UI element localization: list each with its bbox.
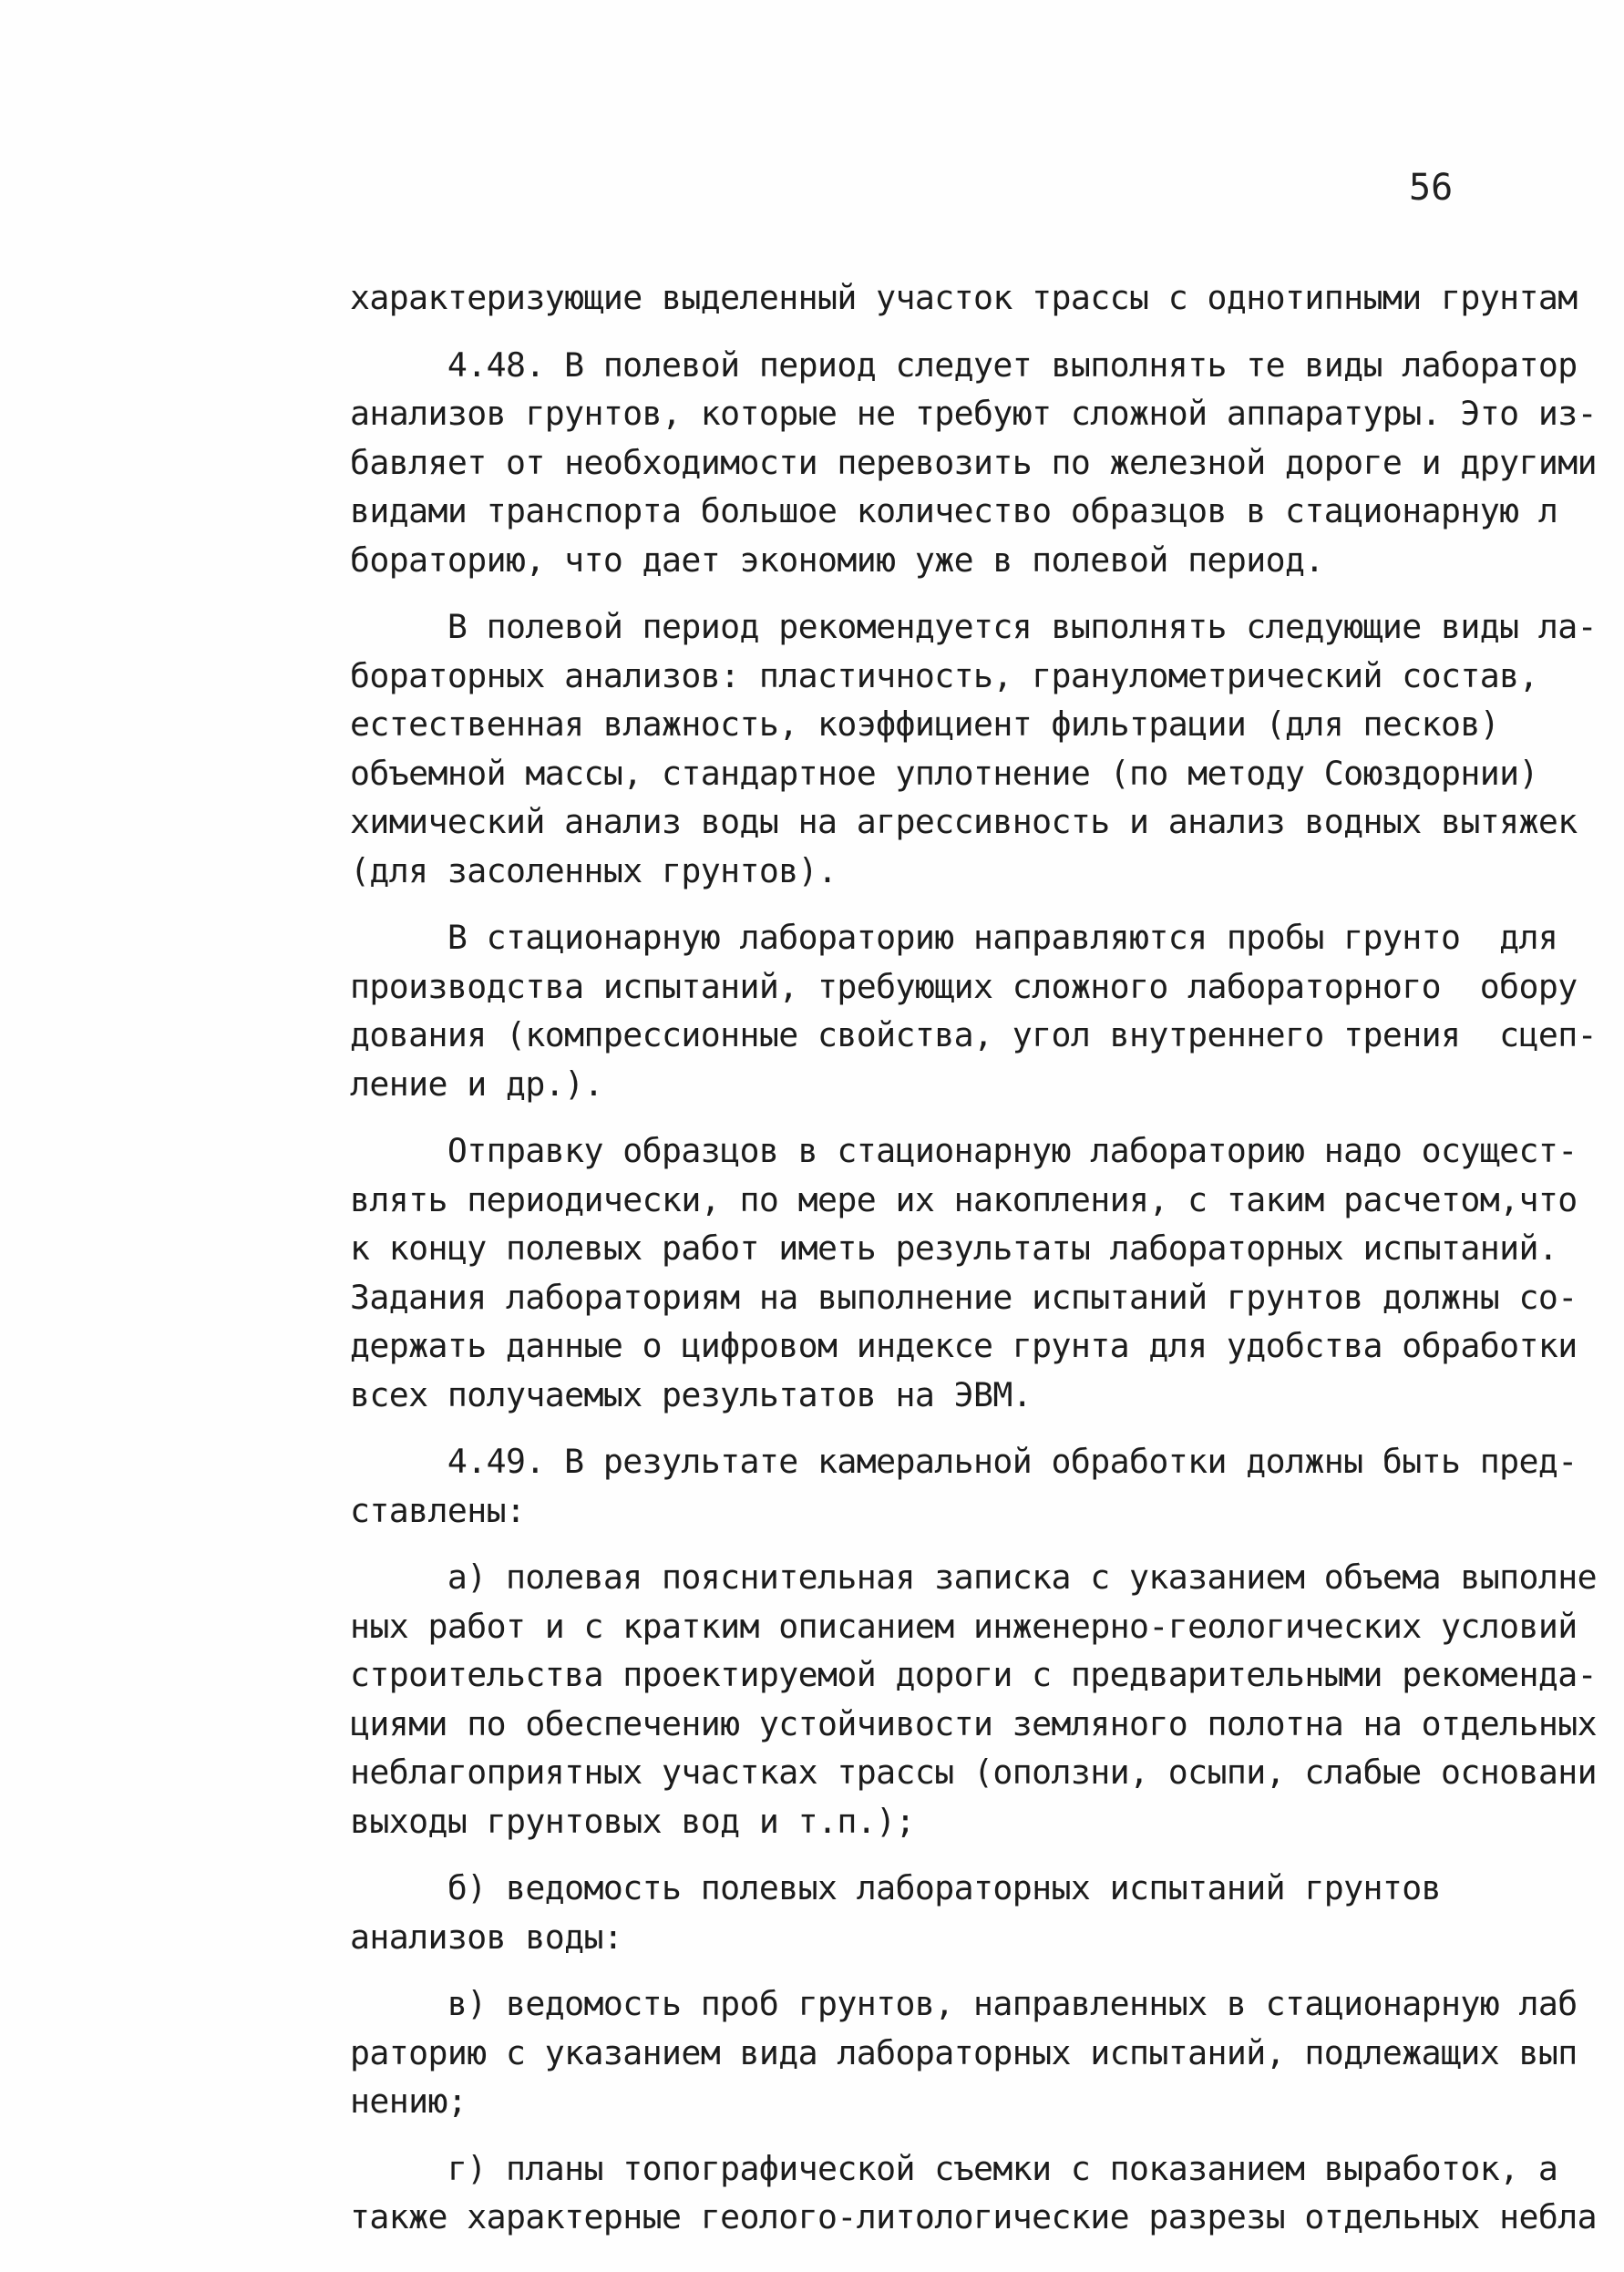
paragraph-gap: [350, 2126, 1598, 2144]
paragraph-gap: [350, 584, 1598, 602]
text-line: Отправку образцов в стационарную лабораторию надо осущест-: [350, 1131, 1578, 1170]
text-line: (для засоленных грунтов).: [350, 850, 838, 890]
paragraph: [350, 273, 1598, 323]
text-line: производства испытаний, требующих сложного лабораторного обору: [350, 966, 1578, 1006]
text-line: держать данные о цифровом индексе грунта для удобства обработки: [350, 1326, 1578, 1365]
text-line: также характерные геолого-литологические разрезы отдельных небла: [350, 2197, 1597, 2236]
text-line: неблагоприятных участках трассы (оползни, осыпи, слабые основани: [350, 1753, 1597, 1792]
text-line: циями по обеспечению устойчивости земляного полотна на отдельных: [350, 1703, 1597, 1743]
text-line: Задания лабораториям на выполнение испытаний грунтов должны со-: [350, 1277, 1578, 1317]
text-line: химический анализ воды на агрессивность и анализ водных вытяжек: [350, 802, 1578, 841]
text-line: бораторию, что дает экономию уже в полевой период.: [350, 540, 1324, 580]
paragraph-gap: [350, 323, 1598, 341]
text-line: анализов грунтов, которые не требуют сложной аппаратуры. Это из-: [350, 394, 1597, 433]
text-line: ставлены:: [350, 1490, 526, 1530]
paragraph-gap: [350, 1845, 1598, 1864]
text-line: строительства проектируемой дороги с предварительными рекоменда-: [350, 1655, 1597, 1694]
paragraph: [350, 1979, 1598, 2126]
text-line: в) ведомость проб грунтов, направленных в стационарную лаб: [350, 1984, 1578, 2023]
text-body: [350, 273, 1598, 2242]
text-line: влять периодически, по мере их накопления, с таким расчетом,что: [350, 1179, 1578, 1219]
text-line: объемной массы, стандартное уплотнение (по методу Союздорнии): [350, 753, 1538, 793]
paragraph: [350, 1864, 1598, 1961]
paragraph: [350, 1437, 1598, 1535]
text-line: а) полевая пояснительная записка с указанием объема выполне: [350, 1558, 1597, 1597]
paragraph: [350, 2144, 1598, 2242]
text-line: всех получаемых результатов на ЭВМ.: [350, 1374, 1033, 1414]
paragraph: [350, 341, 1598, 585]
paragraph-gap: [350, 895, 1598, 913]
text-line: бораторных анализов: пластичность, гранулометрический состав,: [350, 655, 1538, 695]
paragraph-gap: [350, 1535, 1598, 1553]
text-line: 4.48. В полевой период следует выполнять те виды лаборатор: [350, 344, 1578, 385]
text-line: В полевой период рекомендуется выполнять следующие виды ла-: [350, 607, 1597, 646]
page-number: 56: [1409, 167, 1454, 209]
text-line: раторию с указанием вида лабораторных испытаний, подлежащих вып: [350, 2032, 1578, 2072]
text-line: дования (компрессионные свойства, угол внутреннего трения сцеп-: [350, 1015, 1597, 1054]
text-line: бавляет от необходимости перевозить по железной дороге и другими: [350, 442, 1597, 482]
text-line: характеризующие выделенный участок трассы с однотипными грунтам: [350, 278, 1578, 317]
text-line: ных работ и с кратким описанием инженерно-геологических условий: [350, 1606, 1578, 1646]
text-line: б) ведомость полевых лабораторных испытаний грунтов: [350, 1868, 1441, 1907]
paragraph: [350, 602, 1598, 895]
paragraph: [350, 1126, 1598, 1419]
text-line: ление и др.).: [350, 1064, 603, 1104]
paragraph-gap: [350, 1961, 1598, 1979]
text-line: нению;: [350, 2082, 468, 2121]
paragraph: [350, 913, 1598, 1108]
paragraph-gap: [350, 1108, 1598, 1126]
text-line: г) планы топографической съемки с показанием выработок, а: [350, 2148, 1558, 2188]
text-line: видами транспорта большое количество образцов в стационарную л: [350, 491, 1558, 530]
text-line: выходы грунтовых вод и т.п.);: [350, 1801, 915, 1841]
text-line: естественная влажность, коэффициент фильтрации (для песков): [350, 704, 1500, 744]
paragraph-gap: [350, 1419, 1598, 1437]
text-line: 4.49. В результате камеральной обработки должны быть пред-: [350, 1442, 1578, 1481]
text-line: анализов воды:: [350, 1917, 623, 1957]
paragraph: [350, 1553, 1598, 1845]
text-line: к концу полевых работ иметь результаты лабораторных испытаний.: [350, 1229, 1558, 1268]
text-line: В стационарную лабораторию направляются пробы грунто для: [350, 918, 1558, 957]
